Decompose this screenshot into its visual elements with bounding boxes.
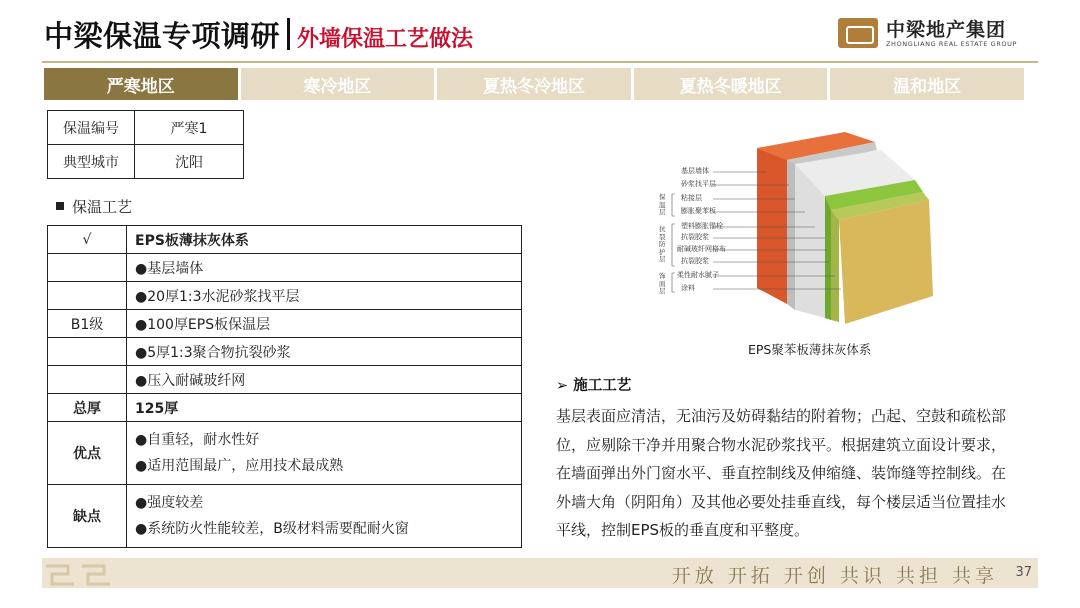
diagram-finish-side xyxy=(831,210,839,322)
diagram-label: 基层墙体 xyxy=(681,167,709,175)
info-row xyxy=(48,111,244,145)
layer-item: ●基层墙体 xyxy=(127,254,522,282)
diagram-group-label: 饰面层 xyxy=(659,272,666,295)
layer-item: ●20厚1:3水泥砂浆找平层 xyxy=(127,282,522,310)
tab-severe-cold[interactable]: 严寒地区 xyxy=(44,68,238,100)
diagram-label: 抗裂胶浆 xyxy=(681,233,709,241)
tab-mild[interactable]: 温和地区 xyxy=(830,68,1024,100)
cons-cell xyxy=(127,485,522,548)
cons-item: ●系统防火性能较差，B级材料需要配耐火窗 xyxy=(135,521,409,537)
empty-cell xyxy=(48,366,127,394)
arrow-bullet-icon: ➢ xyxy=(556,378,569,394)
diagram-label: 塑料膨胀锚栓 xyxy=(681,222,723,230)
info-table xyxy=(47,110,244,179)
total-label: 总厚 xyxy=(48,394,127,422)
pros-label: 优点 xyxy=(48,422,127,485)
pros-cell xyxy=(127,422,522,485)
diagram-group-label: 抗裂防护层 xyxy=(659,225,666,263)
page-subtitle: 外墙保温工艺做法 xyxy=(297,27,474,52)
table-row xyxy=(48,366,522,394)
square-bullet-icon xyxy=(56,202,64,210)
diagram-caption: EPS聚苯板薄抹灰体系 xyxy=(748,342,872,357)
construction-body: 基层表面应清洁，无油污及妨碍黏结的附着物；凸起、空鼓和疏松部位，应剔除干净并用聚合物水泥砂浆找平。根据建筑立面设计要求，在墙面弹出外门窗水平、垂直控制线及伸缩缝、装饰缝等控制线。在外墙大角（阴阳角）及其他必要处挂垂直线，每个楼层适当位置挂水平线，控制EPS板的垂直度和平整度。 xyxy=(556,407,1007,539)
diagram-label: 涂料 xyxy=(681,284,695,292)
diagram-label: 抗裂胶浆 xyxy=(681,257,709,265)
empty-cell xyxy=(48,282,127,310)
title-separator xyxy=(287,18,290,50)
table-row xyxy=(48,254,522,282)
footer-logo-mark-icon xyxy=(42,558,162,588)
diagram-mortar-side xyxy=(787,160,795,310)
info-key: 保温编号 xyxy=(48,111,135,145)
tab-cold[interactable]: 寒冷地区 xyxy=(241,68,435,100)
logo-mark-icon xyxy=(838,18,878,48)
logo-name-en: ZHONGLIANG REAL ESTATE GROUP xyxy=(886,40,1017,48)
empty-cell xyxy=(48,338,127,366)
page-number: 37 xyxy=(1015,565,1032,580)
footer-bar xyxy=(42,558,1038,588)
construction-title-text: 施工工艺 xyxy=(573,378,632,394)
diagram-label: 柔性耐水腻子 xyxy=(677,271,719,279)
fire-grade: B1级 xyxy=(48,310,127,338)
construction-title xyxy=(556,374,631,395)
layer-item: ●100厚EPS板保温层 xyxy=(127,310,522,338)
pros-item: ●自重轻，耐水性好 xyxy=(135,432,260,448)
table-row xyxy=(48,338,522,366)
page-title: 中梁保温专项调研 xyxy=(44,19,281,53)
cons-item: ●强度较差 xyxy=(135,495,204,511)
pros-item: ●适用范围最广，应用技术最成熟 xyxy=(135,458,344,474)
diagram-label: 粘接层 xyxy=(681,194,702,202)
diagram-paint-layer xyxy=(839,200,933,324)
diagram-mesh-side xyxy=(825,196,831,320)
diagram-label: 砂浆找平层 xyxy=(681,180,716,188)
footer-motto: 开放 开拓 开创 共识 共担 共享 xyxy=(671,565,998,587)
logo-name-cn: 中梁地产集团 xyxy=(886,19,1007,41)
region-tabs xyxy=(44,68,1024,100)
table-row xyxy=(48,485,522,548)
cons-label: 缺点 xyxy=(48,485,127,548)
section-label-text: 保温工艺 xyxy=(72,198,133,216)
process-table xyxy=(47,225,522,548)
info-value: 沈阳 xyxy=(135,145,244,179)
table-row xyxy=(48,226,522,254)
section-label xyxy=(56,196,132,217)
table-row xyxy=(48,282,522,310)
info-row xyxy=(48,145,244,179)
layer-item: ●5厚1:3聚合物抗裂砂浆 xyxy=(127,338,522,366)
company-logo xyxy=(832,14,1032,54)
tab-hot-summer-warm-winter[interactable]: 夏热冬暖地区 xyxy=(634,68,828,100)
check-mark: √ xyxy=(48,226,127,254)
diagram-group-label: 保温层 xyxy=(659,193,666,216)
tab-hot-summer-cold-winter[interactable]: 夏热冬冷地区 xyxy=(437,68,631,100)
info-value: 严寒1 xyxy=(135,111,244,145)
diagram-label: 耐碱玻纤网格布 xyxy=(677,245,726,253)
diagram-labels xyxy=(655,128,775,328)
diagram-label: 膨胀聚苯板 xyxy=(681,207,716,215)
table-row xyxy=(48,422,522,485)
table-row xyxy=(48,310,522,338)
header-divider xyxy=(42,61,1038,63)
total-value: 125厚 xyxy=(127,394,522,422)
system-name: EPS板薄抹灰体系 xyxy=(127,226,522,254)
empty-cell xyxy=(48,254,127,282)
info-key: 典型城市 xyxy=(48,145,135,179)
table-row xyxy=(48,394,522,422)
layer-item: ●压入耐碱玻纤网 xyxy=(127,366,522,394)
